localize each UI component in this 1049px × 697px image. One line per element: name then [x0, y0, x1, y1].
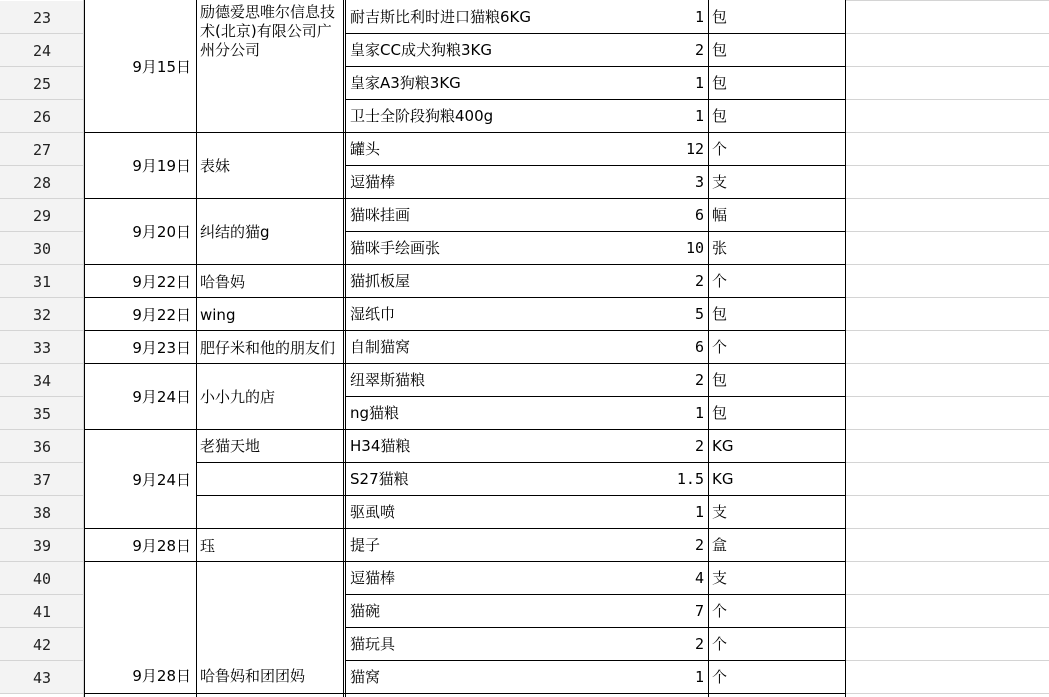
item-name[interactable]: 皇家CC成犬狗粮3KG: [350, 41, 492, 59]
item-qty[interactable]: 12: [685, 140, 704, 158]
item-qty[interactable]: 1: [694, 404, 704, 422]
item-unit[interactable]: 盒: [712, 536, 728, 554]
item-qty[interactable]: 1: [694, 8, 704, 26]
item-qty[interactable]: 4: [694, 569, 704, 587]
item-unit[interactable]: 支: [712, 173, 728, 191]
empty-cell-gridline: [845, 231, 1049, 232]
cell-border: [345, 396, 845, 397]
item-name[interactable]: 纽翠斯猫粮: [350, 371, 426, 389]
date-cell[interactable]: 9月24日: [132, 470, 191, 489]
item-name[interactable]: 自制猫窝: [350, 338, 411, 356]
row-header[interactable]: 37: [0, 463, 84, 496]
cell-border: [345, 165, 845, 166]
item-qty[interactable]: 1: [694, 503, 704, 521]
date-cell[interactable]: 9月23日: [132, 338, 191, 357]
item-unit[interactable]: 包: [712, 404, 728, 422]
cell-border: [345, 231, 845, 232]
item-name[interactable]: 罐头: [350, 140, 381, 158]
item-unit[interactable]: 个: [712, 140, 728, 158]
date-cell[interactable]: 9月15日: [132, 58, 191, 76]
item-qty[interactable]: 2: [694, 371, 704, 389]
item-name[interactable]: 猫窝: [350, 668, 381, 686]
item-name[interactable]: 耐吉斯比利时进口猫粮6KG: [350, 8, 532, 26]
item-name[interactable]: 逗猫棒: [350, 569, 396, 587]
donor-cell[interactable]: 小小九的店: [200, 388, 276, 406]
cell-border: [345, 99, 845, 100]
item-qty[interactable]: 6: [694, 206, 704, 224]
column-border: [708, 0, 709, 697]
row-header[interactable]: 30: [0, 232, 84, 265]
row-header[interactable]: 32: [0, 298, 84, 331]
empty-cell-gridline: [845, 594, 1049, 595]
empty-cell-gridline: [845, 462, 1049, 463]
item-unit[interactable]: 包: [712, 74, 728, 92]
donor-cell[interactable]: 励德爱思唯尔信息技术(北京)有限公司广州分公司: [200, 3, 336, 59]
item-unit[interactable]: 包: [712, 107, 728, 125]
item-qty[interactable]: 1: [694, 107, 704, 125]
group-border: [84, 429, 845, 430]
item-name[interactable]: 猫咪手绘画张: [350, 239, 441, 257]
item-qty[interactable]: 1: [694, 74, 704, 92]
item-unit[interactable]: 张: [712, 239, 728, 257]
item-name[interactable]: 提子: [350, 536, 381, 554]
date-cell[interactable]: 9月22日: [132, 272, 191, 291]
donor-cell[interactable]: 肥仔米和他的朋友们: [200, 338, 336, 357]
item-name[interactable]: ng猫粮: [350, 404, 400, 422]
item-qty[interactable]: 3: [694, 173, 704, 191]
item-unit[interactable]: 包: [712, 8, 728, 26]
empty-cell-gridline: [845, 528, 1049, 529]
empty-cell-gridline: [845, 297, 1049, 298]
row-header[interactable]: 41: [0, 595, 84, 628]
cell-border: [345, 33, 845, 34]
item-name[interactable]: 皇家A3狗粮3KG: [350, 74, 461, 92]
row-header[interactable]: 36: [0, 430, 84, 463]
item-name[interactable]: 湿纸巾: [350, 305, 396, 323]
empty-cell-gridline: [845, 198, 1049, 199]
item-qty[interactable]: 2: [694, 635, 704, 653]
row-header[interactable]: 39: [0, 529, 84, 562]
empty-cell-gridline: [845, 264, 1049, 265]
group-border: [84, 363, 845, 364]
empty-cell-gridline: [845, 99, 1049, 100]
item-unit[interactable]: 包: [712, 371, 728, 389]
item-qty[interactable]: 2: [694, 272, 704, 290]
row-header[interactable]: 38: [0, 496, 84, 529]
item-qty[interactable]: 6: [694, 338, 704, 356]
empty-cell-gridline: [845, 330, 1049, 331]
row-header[interactable]: 29: [0, 199, 84, 232]
item-unit[interactable]: 个: [712, 602, 728, 620]
column-border: [345, 0, 346, 697]
date-cell[interactable]: 9月28日: [132, 667, 191, 685]
item-name[interactable]: 猫抓板屋: [350, 272, 411, 290]
group-border: [84, 297, 845, 298]
row-header[interactable]: 24: [0, 34, 84, 67]
cell-border: [345, 627, 845, 628]
cell-border: [345, 594, 845, 595]
row-header[interactable]: 26: [0, 100, 84, 133]
group-border: [84, 132, 845, 133]
item-qty[interactable]: 1.5: [676, 470, 704, 488]
item-unit[interactable]: 个: [712, 668, 728, 686]
cell-border: [345, 462, 845, 463]
date-cell[interactable]: 9月22日: [132, 305, 191, 324]
group-border: [84, 528, 845, 529]
item-unit[interactable]: 个: [712, 635, 728, 653]
item-name[interactable]: 猫玩具: [350, 635, 396, 653]
item-unit[interactable]: 包: [712, 305, 728, 323]
donor-cell[interactable]: 哈鲁妈: [200, 272, 246, 291]
row-header[interactable]: 40: [0, 562, 84, 595]
item-qty[interactable]: 2: [694, 437, 704, 455]
empty-cell-gridline: [845, 165, 1049, 166]
item-qty[interactable]: 10: [685, 239, 704, 257]
item-qty[interactable]: 5: [694, 305, 704, 323]
empty-cell-gridline: [845, 627, 1049, 628]
item-name[interactable]: 逗猫棒: [350, 173, 396, 191]
cell-border: [196, 495, 345, 496]
date-cell[interactable]: 9月20日: [132, 223, 191, 241]
cell-border: [345, 660, 845, 661]
donor-cell[interactable]: 老猫天地: [200, 437, 261, 455]
cell-border: [345, 495, 845, 496]
column-border: [84, 0, 85, 697]
item-unit[interactable]: 支: [712, 503, 728, 521]
item-name[interactable]: 卫士全阶段狗粮400g: [350, 107, 494, 125]
item-name[interactable]: H34猫粮: [350, 437, 411, 455]
date-cell[interactable]: 9月28日: [132, 536, 191, 555]
item-unit[interactable]: 个: [712, 338, 728, 356]
item-name[interactable]: 猫碗: [350, 602, 381, 620]
row-header[interactable]: 25: [0, 67, 84, 100]
column-border: [343, 0, 344, 697]
row-header[interactable]: 31: [0, 265, 84, 298]
group-border: [84, 330, 845, 331]
row-header[interactable]: 35: [0, 397, 84, 430]
row-header[interactable]: 33: [0, 331, 84, 364]
empty-cell-gridline: [845, 66, 1049, 67]
item-qty[interactable]: 7: [694, 602, 704, 620]
row-header[interactable]: 43: [0, 661, 84, 694]
empty-cell-gridline: [845, 561, 1049, 562]
row-header[interactable]: 23: [0, 1, 84, 34]
row-gridline: [0, 693, 84, 694]
column-border: [196, 0, 197, 697]
row-header[interactable]: 42: [0, 628, 84, 661]
item-unit[interactable]: 包: [712, 41, 728, 59]
empty-cell-gridline: [845, 429, 1049, 430]
donor-cell[interactable]: 珏: [200, 536, 216, 555]
item-qty[interactable]: 1: [694, 668, 704, 686]
empty-cell-gridline: [845, 495, 1049, 496]
empty-cell-gridline: [845, 363, 1049, 364]
group-border: [84, 198, 845, 199]
empty-cell-gridline: [845, 0, 1049, 1]
donor-cell[interactable]: 纠结的猫g: [200, 223, 270, 241]
row-header[interactable]: 34: [0, 364, 84, 397]
row-header[interactable]: 28: [0, 166, 84, 199]
item-qty[interactable]: 2: [694, 536, 704, 554]
item-unit[interactable]: 个: [712, 272, 728, 290]
item-qty[interactable]: 2: [694, 41, 704, 59]
column-border: [845, 0, 846, 697]
empty-cell-gridline: [845, 33, 1049, 34]
group-border: [84, 561, 845, 562]
empty-cell-gridline: [845, 660, 1049, 661]
date-cell[interactable]: 9月19日: [132, 157, 191, 175]
item-name[interactable]: 猫咪挂画: [350, 206, 411, 224]
group-border: [84, 264, 845, 265]
item-name[interactable]: S27猫粮: [350, 470, 409, 488]
empty-cell-gridline: [845, 693, 1049, 694]
item-unit[interactable]: 支: [712, 569, 728, 587]
cell-border: [196, 462, 345, 463]
date-cell[interactable]: 9月24日: [132, 388, 191, 406]
donor-cell[interactable]: 表妹: [200, 157, 231, 175]
item-name[interactable]: 驱虱喷: [350, 503, 396, 521]
donor-cell[interactable]: wing: [200, 305, 236, 324]
row-header[interactable]: 27: [0, 133, 84, 166]
item-unit[interactable]: KG: [712, 437, 734, 455]
empty-cell-gridline: [845, 396, 1049, 397]
item-unit[interactable]: KG: [712, 470, 734, 488]
empty-cell-gridline: [845, 132, 1049, 133]
donor-cell[interactable]: 哈鲁妈和团团妈: [200, 667, 306, 685]
cell-border: [345, 66, 845, 67]
group-border: [84, 693, 845, 694]
item-unit[interactable]: 幅: [712, 206, 728, 224]
